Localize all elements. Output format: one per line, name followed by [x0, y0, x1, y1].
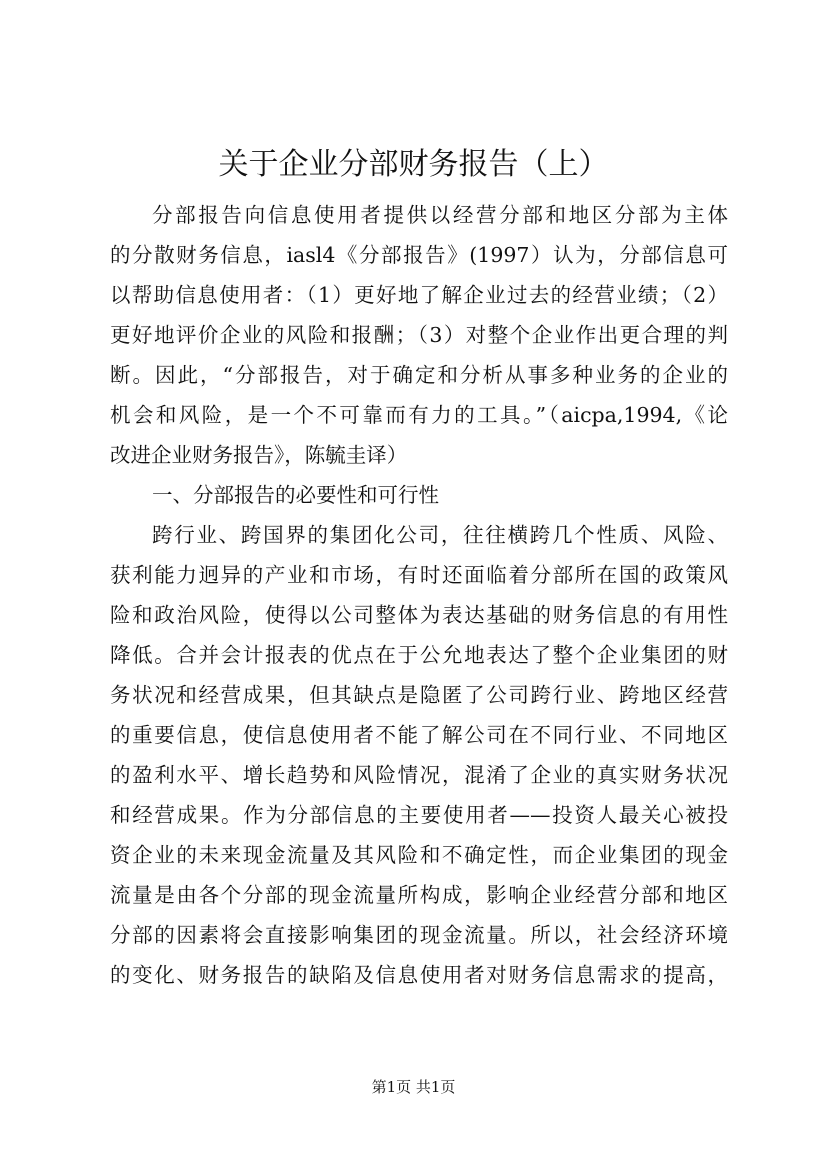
section-heading: 一、分部报告的必要性和可行性 — [152, 483, 439, 507]
page-footer: 第1页 共1页 — [371, 1078, 456, 1096]
body-line: 改进企业财务报告》，陈毓圭译） — [110, 443, 408, 467]
body-line: 降低。合并会计报表的优点在于公允地表达了整个企业集团的财 — [110, 643, 728, 667]
body-line: 险和政治风险，使得以公司整体为表达基础的财务信息的有用性 — [110, 603, 728, 627]
body-line: 获利能力迥异的产业和市场，有时还面临着分部所在国的政策风 — [110, 563, 728, 587]
body-line: 分部的因素将会直接影响集团的现金流量。所以，社会经济环境 — [110, 923, 728, 947]
body-line: 分部报告向信息使用者提供以经营分部和地区分部为主体 — [152, 203, 728, 227]
body-line: 和经营成果。作为分部信息的主要使用者——投资人最关心被投 — [110, 803, 728, 827]
body-line: 的盈利水平、增长趋势和风险情况，混淆了企业的真实财务状况 — [110, 763, 728, 787]
body-line: 跨行业、跨国界的集团化公司，往往横跨几个性质、风险、 — [152, 523, 728, 547]
body-line: 的变化、财务报告的缺陷及信息使用者对财务信息需求的提高， — [110, 963, 728, 987]
body-line: 更好地评价企业的风险和报酬；（3）对整个企业作出更合理的判 — [110, 323, 728, 347]
body-line: 流量是由各个分部的现金流量所构成，影响企业经营分部和地区 — [110, 883, 728, 907]
document-body — [110, 195, 728, 995]
body-line: 资企业的未来现金流量及其风险和不确定性，而企业集团的现金 — [110, 843, 728, 867]
body-line: 的分散财务信息，iasl4《分部报告》(1997）认为，分部信息可 — [110, 243, 728, 267]
body-line: 务状况和经营成果，但其缺点是隐匿了公司跨行业、跨地区经营 — [110, 683, 728, 707]
body-line: 断。因此，“分部报告，对于确定和分析从事多种业务的企业的 — [110, 363, 728, 387]
document-title: 关于企业分部财务报告（上） — [218, 147, 609, 182]
body-line: 机会和风险，是一个不可靠而有力的工具。”（aicpa,1994,《论 — [110, 403, 728, 427]
body-line: 的重要信息，使信息使用者不能了解公司在不同行业、不同地区 — [110, 723, 728, 747]
body-line: 以帮助信息使用者：（1）更好地了解企业过去的经营业绩；（2） — [110, 283, 728, 307]
